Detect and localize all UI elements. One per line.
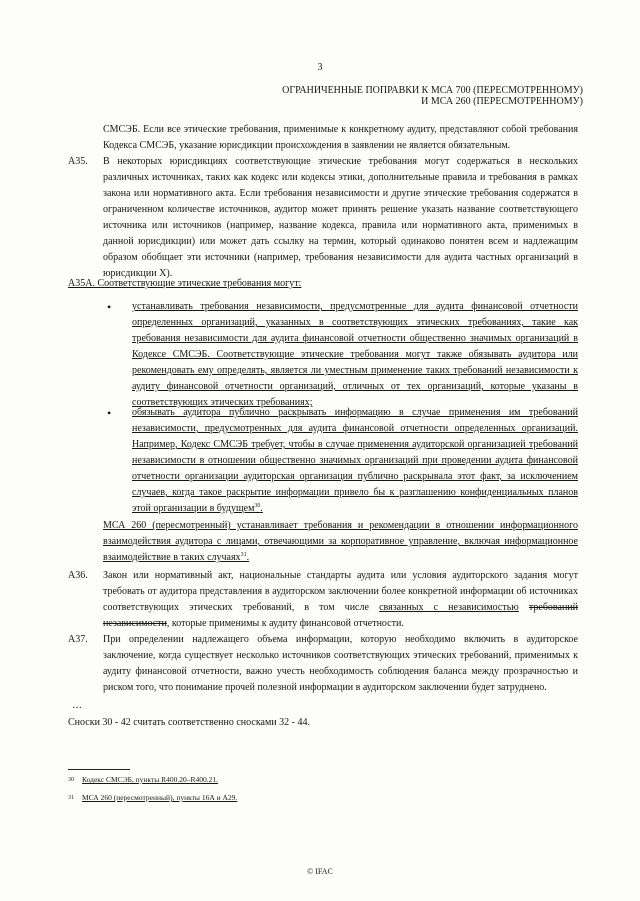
footnote-31-number: 31: [68, 795, 74, 801]
para-a36-label: A36.: [68, 570, 88, 581]
running-header: [282, 85, 583, 107]
footnote-31-text: МСА 260 (пересмотренный), пункты 16А и A29.: [82, 793, 238, 802]
bullet-2-text: обязывать аудитора публично раскрывать информацию в случае применения им требований независимости, предусмотренных для аудита финансовой отчетности определенных организаций. Например, Кодекс СМСЭБ требует, чтобы в случае применения аудиторской организацией требований независимости в отношении общественно значимых организаций при проведении аудита финансовой отчетности организации аудиторская организация публично раскрывала этот факт, за исключением случаев, когда такое раскрытие информации привело бы к разглашению конфиденциальных планов этой организации в будущем: [132, 407, 578, 514]
para-a35a-heading: A35A. Соответствующие этические требования могут:: [68, 278, 302, 289]
para-a37-text: При определении надлежащего объема информации, которую необходимо включить в аудиторское заключение, когда существует несколько источников соответствующих этических требований, применимых к аудиту финансовой отчетности, важно учесть необходимость соблюдения баланса между прозрачностью и риском того, что понимание прочей полезной информации в аудиторском заключении будет затруднено.: [103, 634, 578, 693]
footnote-30-number: 30: [68, 777, 74, 783]
a36-text-after: , которые применимы к аудиту финансовой отчетности.: [166, 618, 404, 629]
footnote-ref-31: 31: [240, 552, 247, 558]
para-a35a-closing: МСА 260 (пересмотренный) устанавливает требования и рекомендации в отношении информационного взаимодействия аудитора с лицами, отвечающими за корпоративное управление, включая информационное взаимодействие в таких случаях$^{31}$.: [103, 520, 578, 563]
para-a37-label: A37.: [68, 634, 88, 645]
para-a35a-bullet-2: обязывать аудитора публично раскрывать информацию в случае применения им требований независимости, предусмотренных для аудита финансовой отчетности определенных организаций. Например, Кодекс СМСЭБ требует, чтобы в случае применения аудиторской организацией требований независимости в отношении общественно значимых организаций при проведении аудита финансовой отчетности организации аудиторская организация публично раскрывала этот факт, за исключением случаев, когда такое раскрытие информации привело бы к разглашению конфиденциальных планов этой организации в будущем$^{30}$.: [132, 407, 578, 514]
page-number: 3: [317, 62, 323, 73]
para-a35-label: A35.: [68, 156, 88, 167]
renumbering-note: Сноски 30 - 42 считать соответственно сносками 32 - 44.: [68, 717, 310, 728]
a36-text-before: Закон или нормативный акт, национальные стандарты аудита или условия аудиторского задания могут требовать от аудитора представления в аудиторском заключении более конкретной информации об источниках соответствующих этических требований, в том числе: [103, 570, 578, 613]
copyright-footer: © IFAC: [307, 867, 333, 876]
a36-deleted-text: требований независимости: [103, 602, 579, 629]
running-header-line-1: ОГРАНИЧЕННЫЕ ПОПРАВКИ К МСА 700 (ПЕРЕСМОТРЕННОМУ): [282, 85, 583, 96]
footnote-ref-30: 30: [254, 503, 261, 509]
bullet-dot-2: •: [107, 406, 112, 420]
para-a36-text: [103, 568, 578, 632]
a36-inserted-text: связанных с независимостью: [379, 602, 519, 613]
bullet-dot-1: •: [107, 300, 112, 314]
closing-text: МСА 260 (пересмотренный) устанавливает требования и рекомендации в отношении информационного взаимодействия аудитора с лицами, отвечающими за корпоративное управление, включая информационное взаимодействие в таких случаях: [103, 520, 578, 563]
footnote-31: [68, 793, 237, 803]
running-header-line-2: И МСА 260 (ПЕРЕСМОТРЕННОМУ): [421, 96, 583, 107]
para-a35a-bullet-1: устанавливать требования независимости, предусмотренные для аудита финансовой отчетности определенных организаций, указанных в соответствующих этических требованиях, такие как требования независимости для аудита финансовой отчетности общественно значимых организаций в Кодексе СМСЭБ. Соответствующие этические требования могут также обязывать аудитора или рекомендовать ему определять, является ли уместным применение таких требований независимости к аудиту финансовой отчетности организаций, отличных от тех организаций, которые указаны в соответствующих этических требованиях;: [132, 301, 578, 408]
footnote-separator: [68, 769, 130, 770]
ellipsis: …: [72, 700, 82, 711]
para-a35-text: В некоторых юрисдикциях соответствующие этические требования могут содержаться в нескольких различных источниках, таких как кодекс или кодексы этики, дополнительные правила и требования в рамках закона или нормативного акта. Если требования независимости и другие этические требования содержатся в ограниченном количестве источников, аудитор может принять решение указать название соответствующего источника или источников (например, название кодекса, правила или нормативного акта, применимых в данной юрисдикции) или может дать ссылку на термин, который одинаково понятен всем и надлежащим образом обобщает эти источники (например, требования независимости для аудита частных организаций в юрисдикции X).: [103, 156, 578, 279]
footnote-30-text: Кодекс СМСЭБ, пункты R400.20–R400.21.: [82, 775, 219, 784]
footnote-30: [68, 775, 218, 785]
intro-paragraph: СМСЭБ. Если все этические требования, применимые к конкретному аудиту, представляют собой требования Кодекса СМСЭБ, указание юрисдикции происхождения в заявлении не является обязательным.: [103, 124, 578, 151]
